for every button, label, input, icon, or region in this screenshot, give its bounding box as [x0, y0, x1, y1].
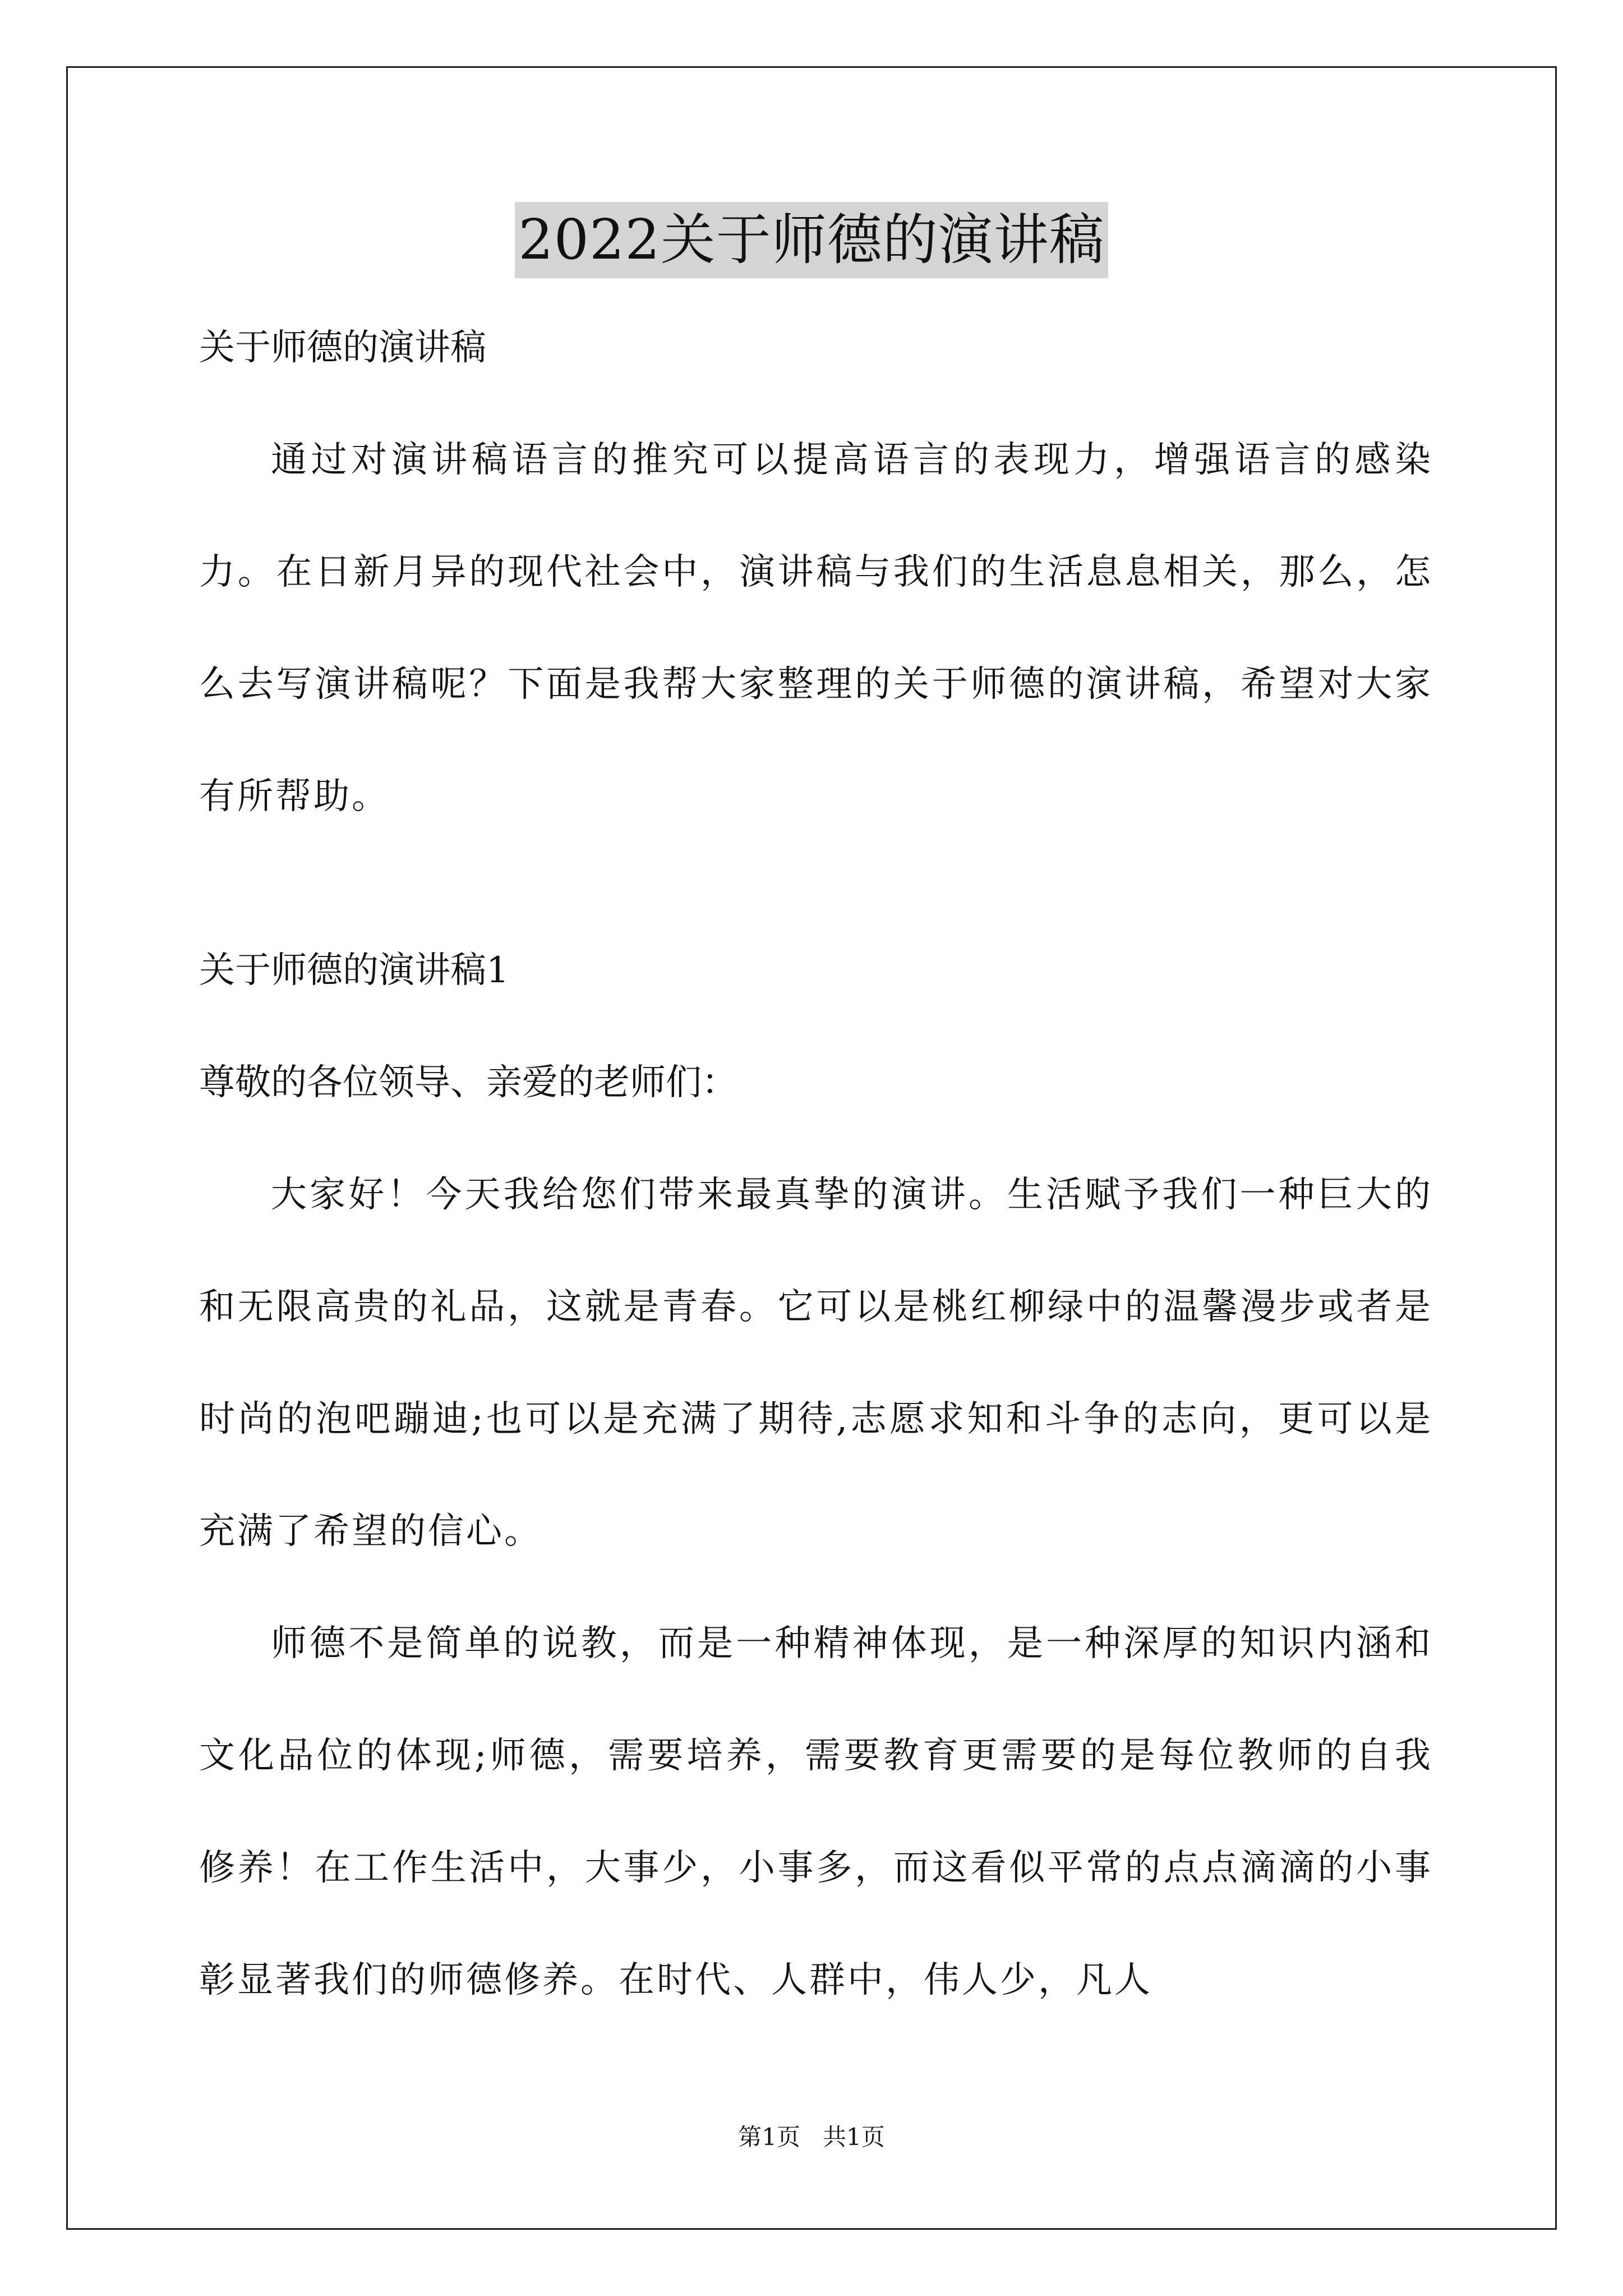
salutation: 尊敬的各位领导、亲爱的老师们：	[199, 1062, 737, 1103]
subtitle: 关于师德的演讲稿	[199, 327, 486, 369]
intro-paragraph: 通过对演讲稿语言的推究可以提高语言的表现力，增强语言的感染力。在日新月异的现代社会中，演讲稿与我们的生活息息相关，那么，怎么去写演讲稿呢？下面是我帮大家整理的关于师德的演讲稿，希望对大家有所帮助。	[199, 439, 1433, 817]
body-paragraph-1: 大家好！今天我给您们带来最真挚的演讲。生活赋予我们一种巨大的和无限高贵的礼品，这就是青春。它可以是桃红柳绿中的温馨漫步或者是时尚的泡吧蹦迪;也可以是充满了期待,志愿求知和斗争的志向，更可以是充满了希望的信心。	[199, 1174, 1433, 1552]
body-paragraph-2: 师德不是简单的说教，而是一种精神体现，是一种深厚的知识内涵和文化品位的体现;师德，需要培养，需要教育更需要的是每位教师的自我修养！在工作生活中，大事少，小事多，而这看似平常的点点滴滴的小事彰显著我们的师德修养。在时代、人群中，伟人少，凡人	[199, 1623, 1433, 2001]
title-container	[0, 202, 1623, 278]
document-title: 2022关于师德的演讲稿	[515, 202, 1108, 278]
document-body	[199, 292, 1433, 2036]
section-heading: 关于师德的演讲稿1	[199, 950, 509, 991]
page-number: 第1页 共1页	[738, 2123, 885, 2151]
spacer	[199, 853, 1433, 914]
page-footer	[0, 2120, 1623, 2154]
